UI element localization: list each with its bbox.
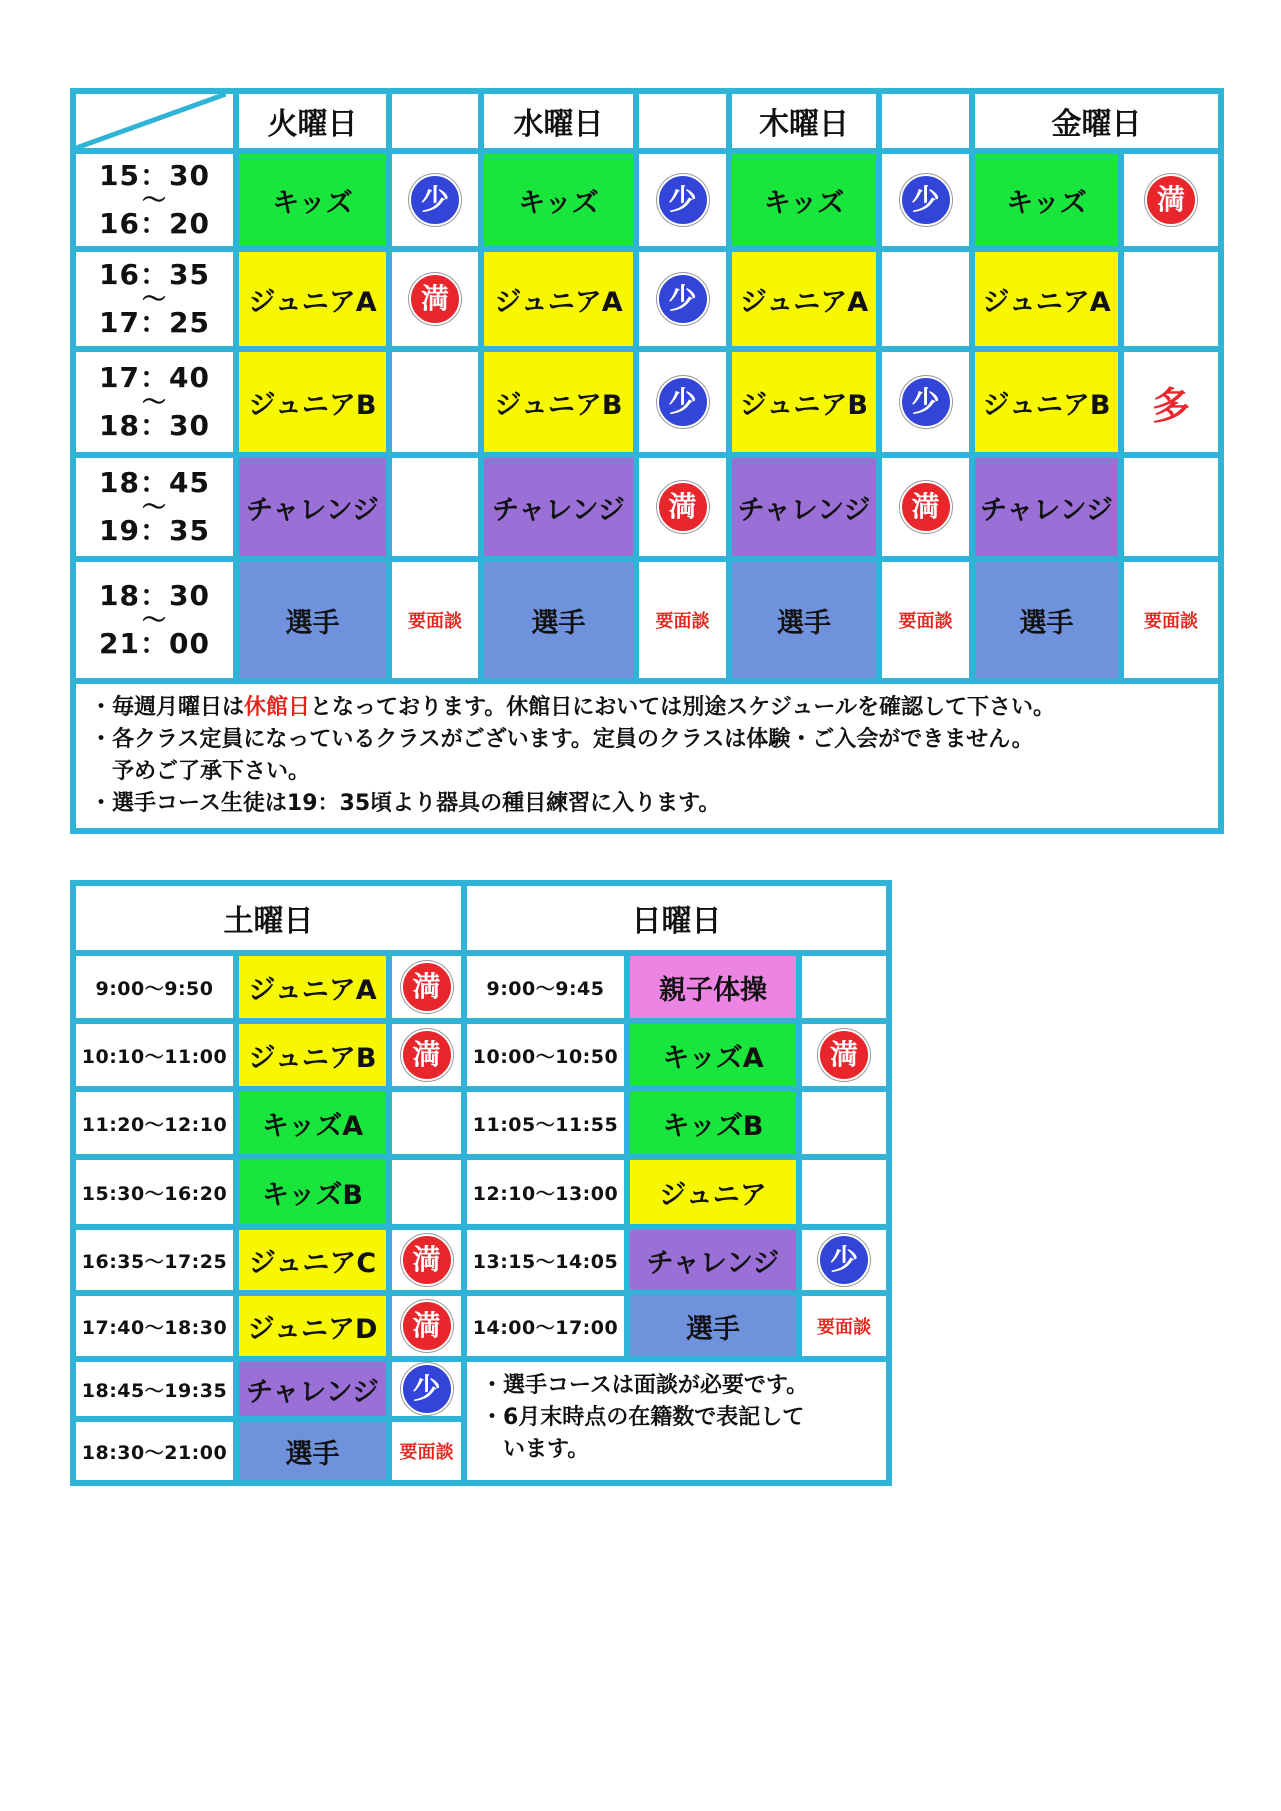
- sun-class: 選手: [627, 1293, 799, 1359]
- class-cell: [236, 349, 389, 455]
- class-cell: [729, 249, 879, 349]
- sun-status: [799, 1227, 889, 1293]
- class-name: ジュニアB: [739, 389, 869, 421]
- class-cell: [972, 249, 1121, 349]
- status-cell: [1121, 249, 1221, 349]
- sun-class: ジュニア: [627, 1157, 799, 1227]
- few-badge-icon: 少: [401, 1363, 453, 1415]
- sat-time: 18:30～21:00: [73, 1419, 236, 1483]
- sat-class: 選手: [236, 1419, 389, 1483]
- class-name: キッズ: [518, 187, 599, 219]
- time-slot-cell: [73, 559, 236, 681]
- sun-status: [799, 1157, 889, 1227]
- few-badge-icon: 少: [657, 273, 709, 325]
- sat-class: ジュニアB: [236, 1021, 389, 1089]
- note-closed-day: ・毎週月曜日は休館日となっております。休館日においては別途スケジュールを確認して下さい。: [90, 695, 1055, 720]
- interview-required-label: 要面談: [408, 611, 462, 632]
- class-cell: [481, 455, 636, 559]
- class-cell: [481, 349, 636, 455]
- class-name: 選手: [285, 607, 340, 639]
- few-badge-icon: 少: [818, 1234, 870, 1286]
- class-name: ジュニアB: [248, 389, 377, 421]
- end-time: 16：20: [99, 207, 210, 240]
- sun-time: 9:00～9:45: [464, 953, 627, 1021]
- full-badge-icon: 満: [409, 273, 461, 325]
- status-cell: [1121, 559, 1221, 681]
- tilde-mark: ～: [142, 186, 167, 214]
- sun-time: 13:15～14:05: [464, 1227, 627, 1293]
- status-cell: [389, 559, 481, 681]
- sat-class: ジュニアC: [236, 1227, 389, 1293]
- note-capacity-2: 予めご了承下さい。: [112, 759, 311, 784]
- sat-time: 16:35～17:25: [73, 1227, 236, 1293]
- sat-time: 17:40～18:30: [73, 1293, 236, 1359]
- status-cell: [389, 455, 481, 559]
- interview-required-label: 要面談: [655, 611, 710, 632]
- sat-class: キッズA: [236, 1089, 389, 1157]
- end-time: 17：25: [99, 306, 210, 339]
- class-name: ジュニアA: [248, 286, 377, 318]
- class-name: 選手: [1019, 607, 1074, 639]
- class-cell: [236, 559, 389, 681]
- sun-status: [799, 1293, 889, 1359]
- class-cell: [729, 151, 879, 249]
- status-cell: [879, 249, 972, 349]
- class-cell: [236, 455, 389, 559]
- sun-class: チャレンジ: [627, 1227, 799, 1293]
- interview-required-label: 要面談: [898, 611, 953, 632]
- sat-time: 15:30～16:20: [73, 1157, 236, 1227]
- diagonal-line-icon: [76, 94, 226, 148]
- sat-status: [389, 1089, 464, 1157]
- time-slot-row: [73, 249, 1221, 349]
- start-time: 15：30: [99, 159, 210, 192]
- full-badge-icon: 満: [1145, 174, 1197, 226]
- day-header-sun: 日曜日: [464, 883, 889, 953]
- status-cell: [1121, 455, 1221, 559]
- class-name: チャレンジ: [737, 494, 871, 526]
- time-slot-cell: [73, 151, 236, 249]
- tilde-mark: ～: [142, 285, 167, 313]
- class-cell: [972, 349, 1121, 455]
- time-slot-cell: [73, 349, 236, 455]
- status-cell: [879, 349, 972, 455]
- end-time: 21：00: [99, 627, 210, 660]
- status-cell: [1121, 349, 1221, 455]
- day-header-tue: 火曜日: [236, 91, 389, 151]
- class-name: 選手: [777, 607, 831, 639]
- full-badge-icon: 満: [900, 481, 952, 533]
- status-cell: [636, 249, 729, 349]
- status-cell: [389, 151, 481, 249]
- start-time: 17：40: [99, 361, 210, 394]
- weekend-notes: [464, 1359, 889, 1483]
- sun-time: 14:00～17:00: [464, 1293, 627, 1359]
- full-badge-icon: 満: [401, 1029, 453, 1081]
- weekend-row: [73, 1021, 889, 1089]
- class-name: キッズ: [272, 187, 353, 219]
- status-cell: [389, 249, 481, 349]
- sat-status: [389, 1157, 464, 1227]
- start-time: 16：35: [99, 258, 210, 291]
- weekend-row: [73, 1359, 889, 1419]
- day-header-wed: 水曜日: [481, 91, 636, 151]
- day-header-thu: 木曜日: [729, 91, 879, 151]
- sat-time: 18:45～19:35: [73, 1359, 236, 1419]
- end-time: 19：35: [99, 514, 210, 547]
- full-badge-icon: 満: [401, 1300, 453, 1352]
- weekend-header-row: [73, 883, 889, 953]
- class-cell: [729, 349, 879, 455]
- sat-time: 10:10～11:00: [73, 1021, 236, 1089]
- status-cell: [636, 559, 729, 681]
- weekend-row: [73, 1227, 889, 1293]
- end-time: 18：30: [99, 409, 210, 442]
- class-cell: [972, 559, 1121, 681]
- class-name: 選手: [531, 607, 586, 639]
- status-cell: [879, 151, 972, 249]
- class-cell: [972, 455, 1121, 559]
- status-cell: [879, 455, 972, 559]
- sat-class: チャレンジ: [236, 1359, 389, 1419]
- sun-status: [799, 953, 889, 1021]
- weekend-row: [73, 953, 889, 1021]
- few-badge-icon: 少: [657, 174, 709, 226]
- class-cell: [729, 559, 879, 681]
- note-enrollment: ・6月末時点の在籍数で表記して: [481, 1405, 805, 1430]
- tilde-mark: ～: [142, 606, 167, 634]
- class-name: チャレンジ: [980, 494, 1113, 526]
- sun-class: 親子体操: [627, 953, 799, 1021]
- class-name: ジュニアB: [494, 389, 623, 421]
- sat-time: 9:00～9:50: [73, 953, 236, 1021]
- time-slot-cell: [73, 249, 236, 349]
- class-name: キッズ: [1006, 187, 1087, 219]
- class-name: ジュニアA: [739, 286, 869, 318]
- class-name: ジュニアB: [982, 389, 1111, 421]
- few-badge-icon: 少: [409, 174, 461, 226]
- time-slot-cell: [73, 455, 236, 559]
- full-badge-icon: 満: [657, 481, 709, 533]
- note-capacity: ・各クラス定員になっているクラスがございます。定員のクラスは体験・ご入会ができません。: [90, 727, 1034, 752]
- class-name: ジュニアA: [982, 286, 1111, 318]
- status-cell: [1121, 151, 1221, 249]
- class-cell: [236, 151, 389, 249]
- time-slot-row: [73, 559, 1221, 681]
- sun-time: 11:05～11:55: [464, 1089, 627, 1157]
- sun-class: キッズA: [627, 1021, 799, 1089]
- sat-status: [389, 1293, 464, 1359]
- weekday-notes-row: [73, 681, 1221, 831]
- class-cell: [972, 151, 1121, 249]
- many-label: 多: [1151, 383, 1190, 428]
- class-cell: [729, 455, 879, 559]
- weekend-row: [73, 1157, 889, 1227]
- sat-status: [389, 953, 464, 1021]
- corner-cell: [73, 91, 236, 151]
- day-header-fri: 金曜日: [972, 91, 1221, 151]
- few-badge-icon: 少: [900, 174, 952, 226]
- full-badge-icon: 満: [401, 1234, 453, 1286]
- note-interview: ・選手コースは面談が必要です。: [481, 1373, 809, 1398]
- weekend-row: [73, 1293, 889, 1359]
- sun-time: 10:00～10:50: [464, 1021, 627, 1089]
- sat-status: [389, 1227, 464, 1293]
- few-badge-icon: 少: [657, 376, 709, 428]
- status-cell: [636, 151, 729, 249]
- weekend-row: [73, 1089, 889, 1157]
- sat-class: ジュニアA: [236, 953, 389, 1021]
- status-cell: [636, 349, 729, 455]
- day-header-row: [73, 91, 1221, 151]
- class-cell: [481, 559, 636, 681]
- tilde-mark: ～: [142, 388, 167, 416]
- class-cell: [481, 151, 636, 249]
- sat-status: [389, 1359, 464, 1419]
- class-cell: [236, 249, 389, 349]
- class-name: キッズ: [763, 187, 845, 219]
- full-badge-icon: 満: [401, 961, 453, 1013]
- class-name: チャレンジ: [492, 494, 625, 526]
- tilde-mark: ～: [142, 493, 167, 521]
- note-athlete-course: ・選手コース生徒は19：35頃より器具の種目練習に入ります。: [90, 791, 721, 816]
- weekday-schedule-table: [70, 88, 1224, 834]
- interview-required-label: 要面談: [1144, 611, 1198, 632]
- status-cell: [879, 559, 972, 681]
- sat-status: [389, 1419, 464, 1483]
- sun-time: 12:10～13:00: [464, 1157, 627, 1227]
- full-badge-icon: 満: [818, 1029, 870, 1081]
- sun-status: [799, 1089, 889, 1157]
- class-cell: [481, 249, 636, 349]
- start-time: 18：30: [99, 579, 210, 612]
- few-badge-icon: 少: [900, 376, 952, 428]
- sat-status: [389, 1021, 464, 1089]
- sat-time: 11:20～12:10: [73, 1089, 236, 1157]
- time-slot-row: [73, 151, 1221, 249]
- note-enrollment-2: います。: [503, 1437, 590, 1462]
- sun-status: [799, 1021, 889, 1089]
- day-header-sat: 土曜日: [73, 883, 464, 953]
- sun-class: キッズB: [627, 1089, 799, 1157]
- interview-required-label: 要面談: [817, 1317, 871, 1338]
- status-cell: [636, 455, 729, 559]
- weekday-notes: [73, 681, 1221, 831]
- start-time: 18：45: [99, 466, 210, 499]
- time-slot-row: [73, 455, 1221, 559]
- class-name: ジュニアA: [494, 286, 623, 318]
- interview-required-label: 要面談: [399, 1442, 454, 1463]
- time-slot-row: [73, 349, 1221, 455]
- status-cell: [389, 349, 481, 455]
- weekend-schedule-table: [70, 880, 892, 1486]
- sat-class: ジュニアD: [236, 1293, 389, 1359]
- class-name: チャレンジ: [246, 494, 379, 526]
- sat-class: キッズB: [236, 1157, 389, 1227]
